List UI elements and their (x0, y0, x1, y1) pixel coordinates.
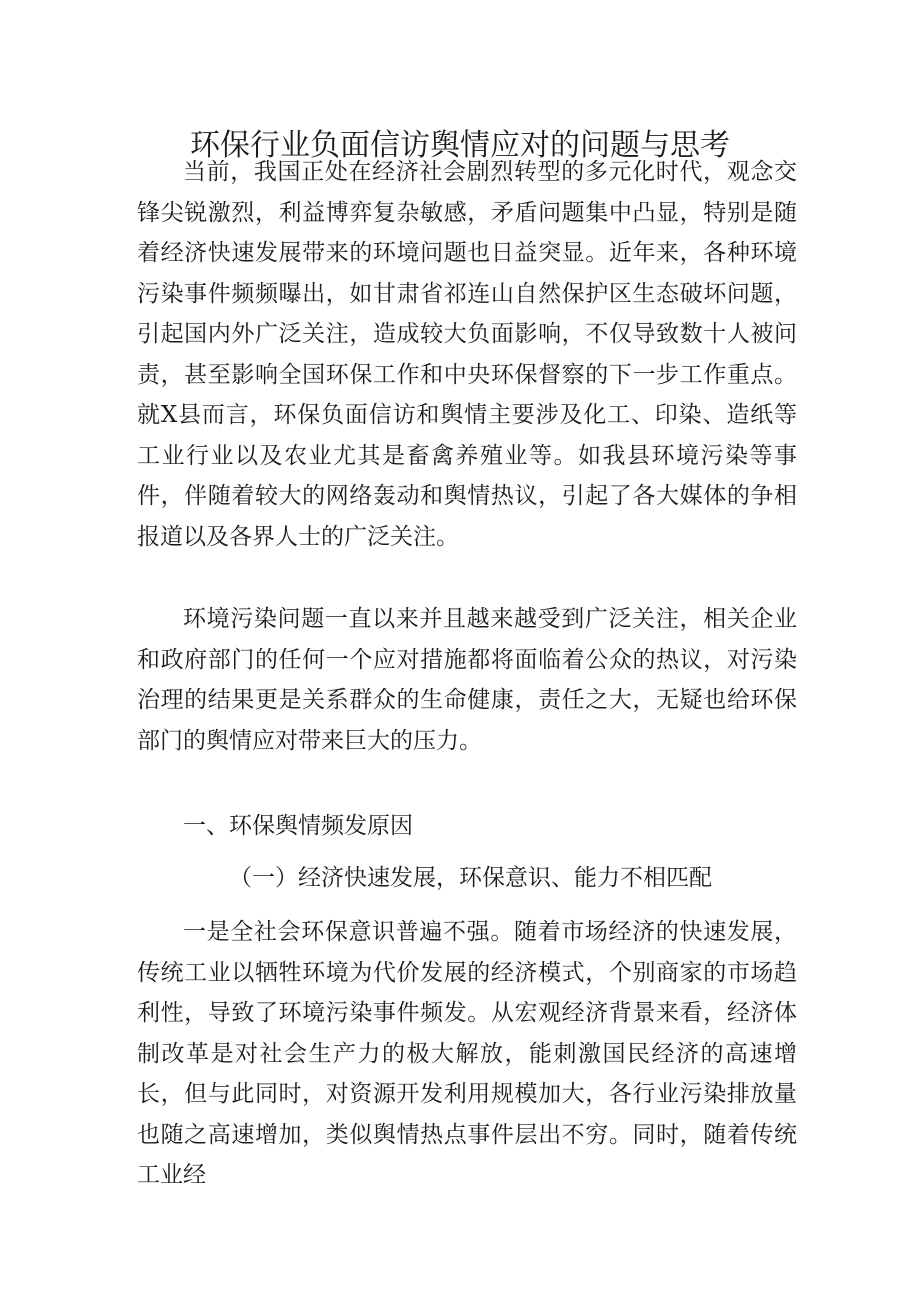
paragraph-third: 一是全社会环保意识普遍不强。随着市场经济的快速发展，传统工业以牺牲环境为代价发展的经济模式，个别商家的市场趋利性，导致了环境污染事件频发。从宏观经济背景来看，经济体制改革是对社会生产力的极大解放，能刺激国民经济的高速增长，但与此同时，对资源开发利用规模加大，各行业污染排放量也随之高速增加，类似舆情热点事件层出不穷。同时，随着传统工业经 (137, 919, 797, 1188)
subsection-heading: （一）经济快速发展，环保意识、能力不相匹配 (229, 865, 712, 891)
paragraph-second: 环境污染问题一直以来并且越来越受到广泛关注，相关企业和政府部门的任何一个应对措施都将面临着公众的热议，对污染治理的结果更是关系群众的生命健康，责任之大，无疑也给环保部门的舆情应对带来巨大的压力。 (137, 606, 797, 754)
section-heading: 一、环保舆情频发原因 (183, 813, 413, 839)
paragraph-intro: 当前，我国正处在经济社会剧烈转型的多元化时代，观念交锋尖锐激烈，利益博弈复杂敏感，矛盾问题集中凸显，特别是随着经济快速发展带来的环境问题也日益突显。近年来，各种环境污染事件频频曝出，如甘肃省祁连山自然保护区生态破坏问题，引起国内外广泛关注，造成较大负面影响，不仅导致数十人被问责，甚至影响全国环保工作和中央环保督察的下一步工作重点。就X县而言，环保负面信访和舆情主要涉及化工、印染、造纸等工业行业以及农业尤其是畜禽养殖业等。如我县环境污染等事件，伴随着较大的网络轰动和舆情热议，引起了各大媒体的争相报道以及各界人士的广泛关注。 (137, 159, 797, 550)
document-title: 环保行业负面信访舆情应对的问题与思考 (190, 128, 730, 163)
